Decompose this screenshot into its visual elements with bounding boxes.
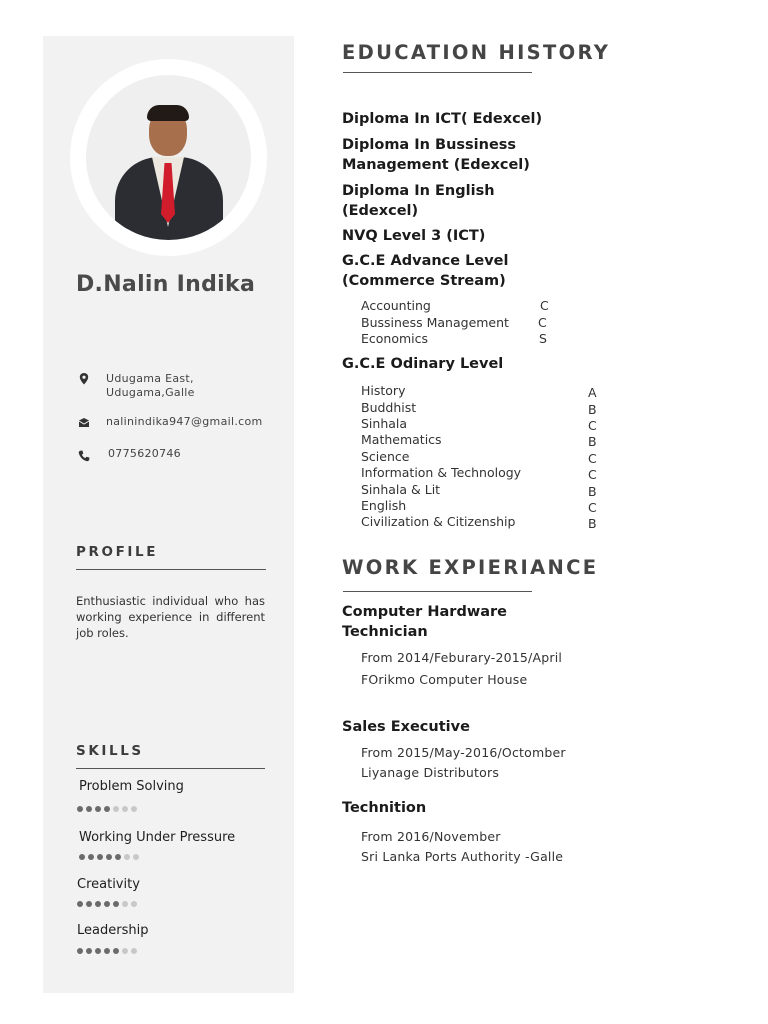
- rating-dot-empty: [122, 901, 128, 907]
- rating-dot-filled: [79, 854, 85, 860]
- phone[interactable]: 0775620746: [108, 447, 181, 460]
- al-grade: S: [539, 331, 547, 346]
- education-entry: G.C.E Advance Level (Commerce Stream): [342, 253, 509, 289]
- ol-subject: Sinhala: [361, 416, 408, 431]
- rating-dot-empty: [124, 854, 130, 860]
- ol-heading: G.C.E Odinary Level: [342, 356, 504, 372]
- rating-dot-filled: [95, 901, 101, 907]
- skill-rating: [77, 901, 137, 907]
- skill-rating: [77, 948, 137, 954]
- skill-label: Creativity: [77, 877, 140, 892]
- profile-divider: [76, 569, 266, 570]
- ol-subject: History: [361, 383, 406, 398]
- rating-dot-filled: [95, 948, 101, 954]
- rating-dot-filled: [77, 901, 83, 907]
- rating-dot-empty: [131, 806, 137, 812]
- education-entry: Diploma In English (Edexcel): [342, 183, 495, 219]
- job-title: Computer Hardware Technician: [342, 604, 507, 640]
- job-company: Sri Lanka Ports Authority -Galle: [361, 849, 564, 864]
- al-subject: Accounting: [361, 298, 431, 313]
- education-entry: Diploma In Bussiness Management (Edexcel): [342, 137, 530, 173]
- work-divider: [343, 591, 532, 592]
- rating-dot-filled: [86, 901, 92, 907]
- ol-grade: C: [588, 467, 597, 482]
- rating-dot-filled: [113, 901, 119, 907]
- rating-dot-empty: [133, 854, 139, 860]
- al-subject: Bussiness Management: [361, 315, 509, 330]
- ol-grade: A: [588, 385, 597, 400]
- rating-dot-filled: [86, 806, 92, 812]
- rating-dot-empty: [122, 806, 128, 812]
- ol-grade: B: [588, 402, 597, 417]
- skill-rating: [79, 854, 139, 860]
- rating-dot-filled: [77, 806, 83, 812]
- education-divider: [343, 72, 532, 73]
- rating-dot-empty: [131, 901, 137, 907]
- ol-grade: B: [588, 434, 597, 449]
- skills-divider: [76, 768, 265, 769]
- al-grade: C: [540, 298, 549, 313]
- ol-subject: Mathematics: [361, 432, 442, 447]
- ol-grade: B: [588, 484, 597, 499]
- ol-grade: C: [588, 451, 597, 466]
- al-grade: C: [538, 315, 547, 330]
- ol-grade: C: [588, 500, 597, 515]
- sidebar: [43, 36, 294, 993]
- rating-dot-empty: [113, 806, 119, 812]
- rating-dot-filled: [97, 854, 103, 860]
- job-period: From 2014/Feburary-2015/April: [361, 650, 563, 665]
- ol-subject: Sinhala & Lit: [361, 482, 441, 497]
- rating-dot-empty: [131, 948, 137, 954]
- ol-subject: English: [361, 498, 407, 513]
- job-title: Sales Executive: [342, 719, 470, 735]
- rating-dot-filled: [88, 854, 94, 860]
- job-period: From 2015/May-2016/Octomber: [361, 745, 566, 760]
- envelope-icon: [77, 416, 91, 430]
- profile-photo: [86, 75, 251, 240]
- rating-dot-filled: [115, 854, 121, 860]
- rating-dot-filled: [104, 806, 110, 812]
- rating-dot-filled: [113, 948, 119, 954]
- job-company: FOrikmo Computer House: [361, 672, 528, 687]
- job-period: From 2016/November: [361, 829, 501, 844]
- rating-dot-empty: [122, 948, 128, 954]
- address: [106, 372, 195, 400]
- ol-grade: C: [588, 418, 597, 433]
- al-subject: Economics: [361, 331, 429, 346]
- education-heading: EDUCATION HISTORY: [342, 41, 611, 64]
- rating-dot-filled: [104, 901, 110, 907]
- rating-dot-filled: [104, 948, 110, 954]
- skill-label: Problem Solving: [79, 779, 184, 794]
- phone-icon: [77, 449, 91, 463]
- rating-dot-filled: [106, 854, 112, 860]
- education-entry: NVQ Level 3 (ICT): [342, 228, 486, 244]
- skill-label: Working Under Pressure: [79, 830, 236, 845]
- profile-heading: PROFILE: [76, 544, 159, 560]
- job-title: Technition: [342, 800, 427, 816]
- email[interactable]: nalinindika947@gmail.com: [106, 415, 263, 428]
- address-line-1: Udugama East,: [106, 372, 194, 385]
- skill-rating: [77, 806, 137, 812]
- ol-subject: Buddhist: [361, 400, 417, 415]
- profile-summary: Enthusiastic individual who has working experience in different job roles.: [76, 594, 265, 640]
- profile-photo-frame: [70, 59, 267, 256]
- address-line-2: Udugama,Galle: [106, 386, 195, 399]
- rating-dot-filled: [86, 948, 92, 954]
- education-entry: Diploma In ICT( Edexcel): [342, 111, 543, 127]
- ol-subject: Information & Technology: [361, 465, 522, 480]
- candidate-name: D.Nalin Indika: [76, 272, 256, 297]
- job-company: Liyanage Distributors: [361, 765, 500, 780]
- ol-grade: B: [588, 516, 597, 531]
- skill-label: Leadership: [77, 923, 149, 938]
- skills-heading: SKILLS: [76, 743, 144, 759]
- ol-subject: Civilization & Citizenship: [361, 514, 516, 529]
- rating-dot-filled: [77, 948, 83, 954]
- rating-dot-filled: [95, 806, 101, 812]
- work-heading: WORK EXPIERIANCE: [342, 556, 599, 579]
- location-pin-icon: [77, 372, 91, 386]
- ol-subject: Science: [361, 449, 410, 464]
